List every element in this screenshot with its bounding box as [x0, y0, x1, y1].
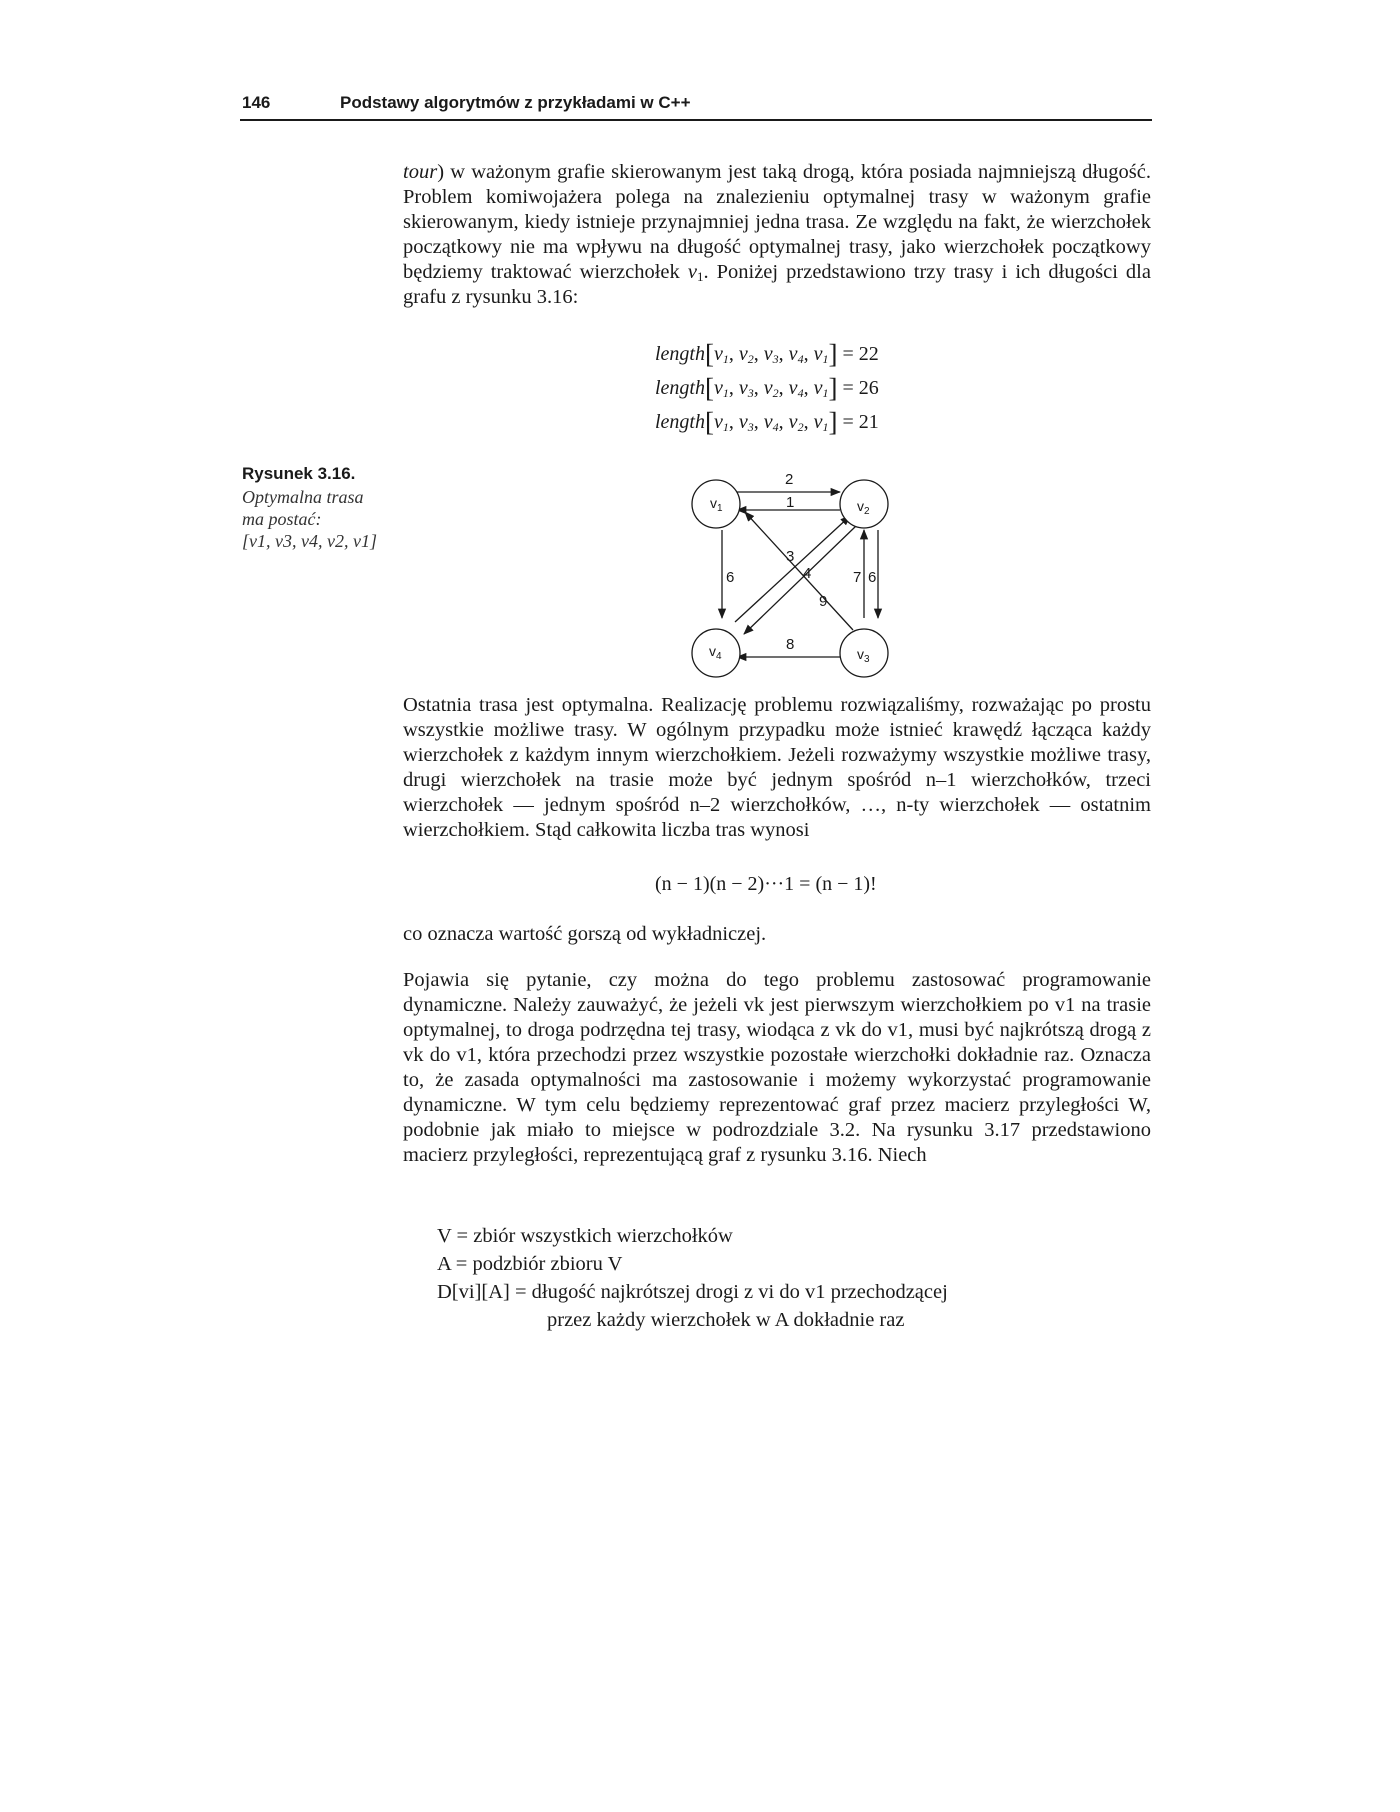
weight-v1-v3: 9 [819, 593, 828, 610]
definitions [437, 1222, 948, 1334]
var-v-sub: 1 [696, 269, 704, 284]
weight-v2-v3: 6 [868, 569, 877, 586]
definition-D-continuation: przez każdy wierzchołek w A dokładnie raz [547, 1309, 905, 1331]
tour-vertex: $v_1$ [714, 343, 729, 366]
bracket-close: ] [828, 373, 838, 403]
paragraph-dynamic-programming: Pojawia się pytanie, czy można do tego problemu zastosować programowanie dynamiczne. Należy zauważyć, że jeżeli vk jest pierwszym wierzchołkiem po v1 na trasie optymalnej, to droga podrzędna tej trasy, wiodąca z vk do v1, musi być najkrótszą drogą z vk do v1, która przechodzi przez wszystkie pozostałe wierzchołki dokładnie raz. Oznacza to, że zasada optymalności ma zastosowanie i możemy wykorzystać programowanie dynamiczne. W tym celu będziemy reprezentować graf przez macierz przyległości W, podobnie jak miało to miejsce w podrozdziale 3.2. Na rysunku 3.17 przedstawiono macierz przyległości, reprezentującą graf z rysunku 3.16. Niech [403, 969, 1151, 1166]
italic-tour: tour [403, 161, 438, 183]
tour-function: length [655, 343, 705, 365]
bracket-open: [ [705, 339, 714, 369]
bracket-open: [ [705, 373, 714, 403]
caption-line-1: Optymalna trasa [242, 487, 364, 507]
tour-vertex: $v_1$ [813, 343, 829, 366]
tour-function: length [655, 411, 705, 433]
weight-v2-v1: 1 [786, 494, 795, 511]
tour-length-value: = 21 [837, 411, 879, 433]
tour-length-value: = 22 [837, 343, 879, 365]
node-v2 [840, 480, 888, 528]
tour-vertex: $v_1$ [813, 377, 829, 400]
tour-length-value: = 26 [837, 377, 879, 399]
page-number: 146 [242, 93, 271, 112]
definition-D: D[vi][A] = długość najkrótszej drogi z vi do v1 przechodzącej [437, 1281, 948, 1303]
figure-caption [242, 462, 392, 552]
bracket-close: ] [828, 339, 838, 369]
paragraph-brute-force: Ostatnia trasa jest optymalna. Realizację problemu rozwiązaliśmy, rozważając po prostu wszystkie możliwe trasy. W ogólnym przypadku może istnieć krawędź łącząca każdy wierzchołek z każdym innym wierzchołkiem. Jeżeli rozważymy wszystkie możliwe trasy, drugi wierzchołek na trasie może być jednym spośród n–1 wierzchołków, trzeci wierzchołek — jednym spośród n–2 wierzchołków, …, n-ty wierzchołek — ostatnim wierzchołkiem. Stąd całkowita liczba tras wynosi [403, 694, 1151, 841]
paragraph-exponential: co oznacza wartość gorszą od wykładniczej. [403, 923, 767, 945]
label-v1: $v_1$ [710, 495, 723, 514]
bracket-close: ] [828, 407, 838, 437]
tour-vertex: $v_3$ [738, 411, 754, 434]
tour-vertex: $v_1$ [813, 411, 829, 434]
definition-D-cont-row [437, 1306, 948, 1334]
book-title: Podstawy algorytmów z przykładami w C++ [340, 93, 691, 112]
tour-formula: $length[v_1$, $v_2$, $v_3$, $v_4$, $v_1] = 22$ [655, 339, 879, 369]
edge-v4-v2 [735, 516, 850, 622]
node-v3 [840, 629, 888, 677]
weight-v1-v2: 2 [785, 471, 794, 488]
paragraph-intro [403, 160, 1151, 310]
tour-vertex: $v_4$ [763, 411, 779, 434]
definition-A: A = podzbiór zbioru V [437, 1253, 623, 1275]
tour-vertex: $v_2$ [763, 377, 779, 400]
edge-v3-v2-diag [744, 526, 856, 634]
weight-v3-v1: 3 [786, 548, 795, 565]
caption-route: [v1, v3, v4, v2, v1] [242, 531, 377, 551]
definition-V: V = zbiór wszystkich wierzchołków [437, 1225, 733, 1247]
graph-figure [690, 460, 910, 685]
tour-formulas [655, 337, 879, 439]
tour-formula: $length[v_1$, $v_3$, $v_4$, $v_2$, $v_1] = 21$ [655, 407, 879, 437]
tour-vertex: $v_3$ [738, 377, 754, 400]
tour-list [655, 337, 879, 439]
paragraph-intro-text-1: ) w ważonym grafie skierowanym jest taką drogą, która posiada najmniejszą długość. Problem komiwojażera polega na znalezieniu optymalnej trasy w ważonym grafie skierowanym, kiedy istnieje przynajmniej jedna trasa. Ze względu na fakt, że wierzchołek początkowy nie ma wpływu na długość optymalnej trasy, jako wierzchołek początkowy będziemy traktować wierzchołek [403, 161, 1151, 283]
edge-v3-v1-diag [745, 512, 853, 630]
weight-v4-v2: 4 [803, 565, 812, 582]
bracket-open: [ [705, 407, 714, 437]
weight-v3-v2: 7 [853, 569, 862, 586]
label-v3: $v_3$ [857, 646, 870, 665]
var-v: v [687, 261, 697, 283]
tour-vertex: $v_2$ [738, 343, 754, 366]
paragraph-intro-text-2: . Poniżej przedstawiono trzy trasy i ich długości dla grafu z rysunku 3.16: [403, 261, 1151, 308]
tour-vertex: $v_2$ [788, 411, 804, 434]
factorial-formula: (n − 1)(n − 2)···1 = (n − 1)! [655, 873, 877, 895]
weight-v3-v4: 8 [786, 636, 795, 653]
tour-formula: $length[v_1$, $v_3$, $v_2$, $v_4$, $v_1] = 26$ [655, 373, 879, 403]
caption-line-2: ma postać: [242, 509, 322, 529]
tour-vertex: $v_1$ [714, 377, 729, 400]
tour-vertex: $v_1$ [714, 411, 729, 434]
label-v4: $v_4$ [709, 643, 722, 662]
tour-vertex: $v_4$ [788, 343, 804, 366]
tour-vertex: $v_3$ [763, 343, 779, 366]
tour-vertex: $v_4$ [788, 377, 804, 400]
running-header [240, 93, 1152, 121]
tour-function: length [655, 377, 705, 399]
figure-label: Rysunek 3.16. [242, 464, 356, 483]
label-v2: $v_2$ [857, 498, 870, 517]
weight-v1-v4: 6 [726, 569, 735, 586]
